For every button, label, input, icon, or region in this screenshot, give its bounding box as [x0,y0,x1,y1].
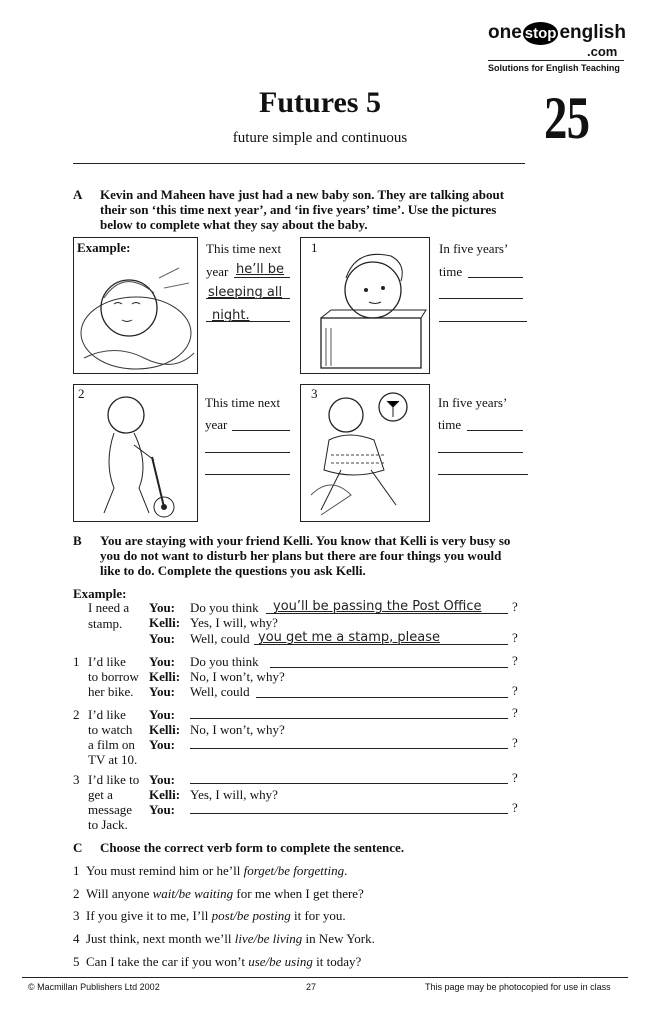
b1-answer-1[interactable] [270,667,508,668]
b2-line2: No, I won’t, why? [190,722,285,737]
footer-photocopy: This page may be photocopied for use in class [425,982,611,992]
b2-q1: ? [512,705,518,720]
b3-prompt-2: get a [88,787,113,802]
b2-prompt-4: TV at 10. [88,752,138,767]
b2-kelli: Kelli: [149,722,181,737]
logo [488,22,626,45]
b1-you-2: You: [149,684,176,699]
b1-prompt-2: to borrow [88,669,139,684]
b-ex-you-2: You: [149,631,176,646]
footer-copyright: © Macmillan Publishers Ltd 2002 [28,982,160,992]
b-ex-kelli: Kelli: [149,615,181,630]
b-ex-you-1: You: [149,600,176,615]
c-item-before: You must remind him or he’ll [86,863,244,878]
a-ex-line-1 [234,277,290,278]
picture-3-number: 3 [311,386,318,401]
b2-num: 2 [73,707,80,722]
c-item-before: Can I take the car if you won’t [86,954,249,969]
c-item [73,886,364,902]
b3-line2: Yes, I will, why? [190,787,278,802]
b2-you-2: You: [149,737,176,752]
a-ex-line-3 [206,321,290,322]
b-ex-line3-rule [254,644,508,645]
b1-q3: ? [512,683,518,698]
unit-number: 25 [544,85,590,151]
b-ex-line1-rule [266,613,508,614]
a-ex-line-2 [206,298,290,299]
a-ex-year: year [206,264,229,279]
a2-answer-line-2[interactable] [205,452,290,453]
b3-q1: ? [512,770,518,785]
b1-prompt-1: I’d like [88,654,126,669]
b1-q1: ? [512,653,518,668]
logo-stop: stop [523,22,559,45]
b2-prompt-2: to watch [88,722,133,737]
section-b-letter: B [73,533,82,548]
a2-answer-line-3[interactable] [205,474,290,475]
b-ex-line1: Do you think [190,600,259,615]
b3-answer-1[interactable] [190,783,508,784]
b3-you-2: You: [149,802,176,817]
c-item-before: Just think, next month we’ll [86,931,235,946]
picture-1-number: 1 [311,240,318,255]
a1-answer-line-1[interactable] [468,277,523,278]
b-example-label: Example: [73,586,127,601]
c-item-before: Will anyone [86,886,153,901]
footer-rule [22,977,628,978]
c-item-after: . [344,863,348,878]
b3-you-1: You: [149,772,176,787]
b2-prompt-3: a film on [88,737,135,752]
c-item [73,931,375,947]
page-title: Futures 5 [259,86,381,119]
c-item-choice[interactable]: wait/be waiting [152,886,234,901]
a3-time: time [438,417,462,432]
boy-reading-illustration [301,238,429,373]
a-ex-answer-1: he’ll be [236,262,284,277]
a1-time: time [439,264,463,279]
toddler-walker-picture [73,384,198,522]
section-b-instructions: You are staying with your friend Kelli. You know that Kelli is very busy so you do not want to disturb her plans but there are four things you would like to do. Complete the questions you ask Kelli. [100,533,511,578]
c-item-choice[interactable]: live/be living [234,931,303,946]
a1-answer-line-2[interactable] [439,298,523,299]
section-c-instructions: Choose the correct verb form to complete the sentence. [100,840,405,855]
a2-this-time-next: This time next [205,395,281,410]
b3-num: 3 [73,772,80,787]
a3-answer-line-1[interactable] [467,430,523,431]
b1-you-1: You: [149,654,176,669]
c-item-choice[interactable]: use/be using [248,954,313,969]
section-a-letter: A [73,187,83,202]
section-a-instructions: Kevin and Maheen have just had a new baby son. They are talking about their son ‘this time next year’, and ‘in five years’ time’. Use the pictures below to complete what they say about the baby. [100,187,505,232]
c-item [73,954,361,970]
picture-2-number: 2 [78,386,85,401]
b-ex-q1: ? [512,599,518,614]
b-ex-line3: Well, could [190,631,250,646]
a-ex-this-time-next: This time next [206,241,282,256]
c-item-before: If you give it to me, I’ll [86,908,212,923]
b1-kelli: Kelli: [149,669,181,684]
b3-answer-3[interactable] [190,813,508,814]
b1-answer-3[interactable] [256,697,508,698]
c-item-choice[interactable]: forget/be forgetting [243,863,345,878]
example-label: Example: [77,240,134,256]
logo-com: .com [587,44,618,59]
b-ex-q3: ? [512,630,518,645]
a3-in-five-years: In five years’ [438,395,508,410]
b-ex-answer1: you’ll be passing the Post Office [273,599,482,614]
a3-answer-line-3[interactable] [438,474,528,475]
c-item-num: 4 [73,931,80,946]
logo-english: english [559,22,626,43]
c-item-choice[interactable]: post/be posting [211,908,291,923]
a2-answer-line-1[interactable] [232,430,290,431]
b-ex-line2: Yes, I will, why? [190,615,278,630]
c-item-after: it for you. [290,908,346,923]
b1-line3: Well, could [190,684,250,699]
b2-answer-1[interactable] [190,718,508,719]
section-c-letter: C [73,840,83,855]
logo-one: one [488,22,522,43]
boy-football-picture [300,384,430,522]
c-item-after: for me when I get there? [233,886,364,901]
b1-prompt-3: her bike. [88,684,134,699]
b-ex-prompt-1: I need a [88,600,130,615]
sleeping-baby-illustration [74,238,197,373]
c-item [73,908,346,924]
b1-line2: No, I won’t, why? [190,669,285,684]
b3-kelli: Kelli: [149,787,181,802]
a2-year: year [205,417,228,432]
c-item-num: 1 [73,863,80,878]
c-item-after: it today? [312,954,362,969]
a3-answer-line-2[interactable] [438,452,523,453]
c-item-num: 2 [73,886,80,901]
a-ex-answer-3: night. [212,308,250,323]
c-item-after: in New York. [302,931,375,946]
page-subtitle: future simple and continuous [232,130,408,146]
title-rule [73,163,525,164]
boy-reading-picture [300,237,430,374]
b3-prompt-1: I’d like to [88,772,140,787]
boy-football-illustration [301,385,429,521]
c-item-num: 5 [73,954,80,969]
logo-rule [488,60,624,61]
a-ex-answer-2: sleeping all [208,285,283,300]
b1-line1: Do you think [190,654,259,669]
toddler-walker-illustration [74,385,197,521]
b-ex-answer3: you get me a stamp, please [258,630,441,645]
b1-num: 1 [73,654,80,669]
b-ex-prompt-2: stamp. [88,616,123,631]
c-item-num: 3 [73,908,80,923]
baby-sleeping-picture [73,237,198,374]
tagline: Solutions for English Teaching [488,63,620,73]
b3-q3: ? [512,800,518,815]
b3-prompt-3: message [88,802,133,817]
b3-prompt-4: to Jack. [88,817,128,832]
a1-answer-line-3[interactable] [439,321,527,322]
c-item [73,863,347,879]
b2-you-1: You: [149,707,176,722]
b2-answer-3[interactable] [190,748,508,749]
b2-prompt-1: I’d like [88,707,126,722]
a1-in-five-years: In five years’ [439,241,509,256]
footer-page-number: 27 [306,982,317,992]
b2-q3: ? [512,735,518,750]
